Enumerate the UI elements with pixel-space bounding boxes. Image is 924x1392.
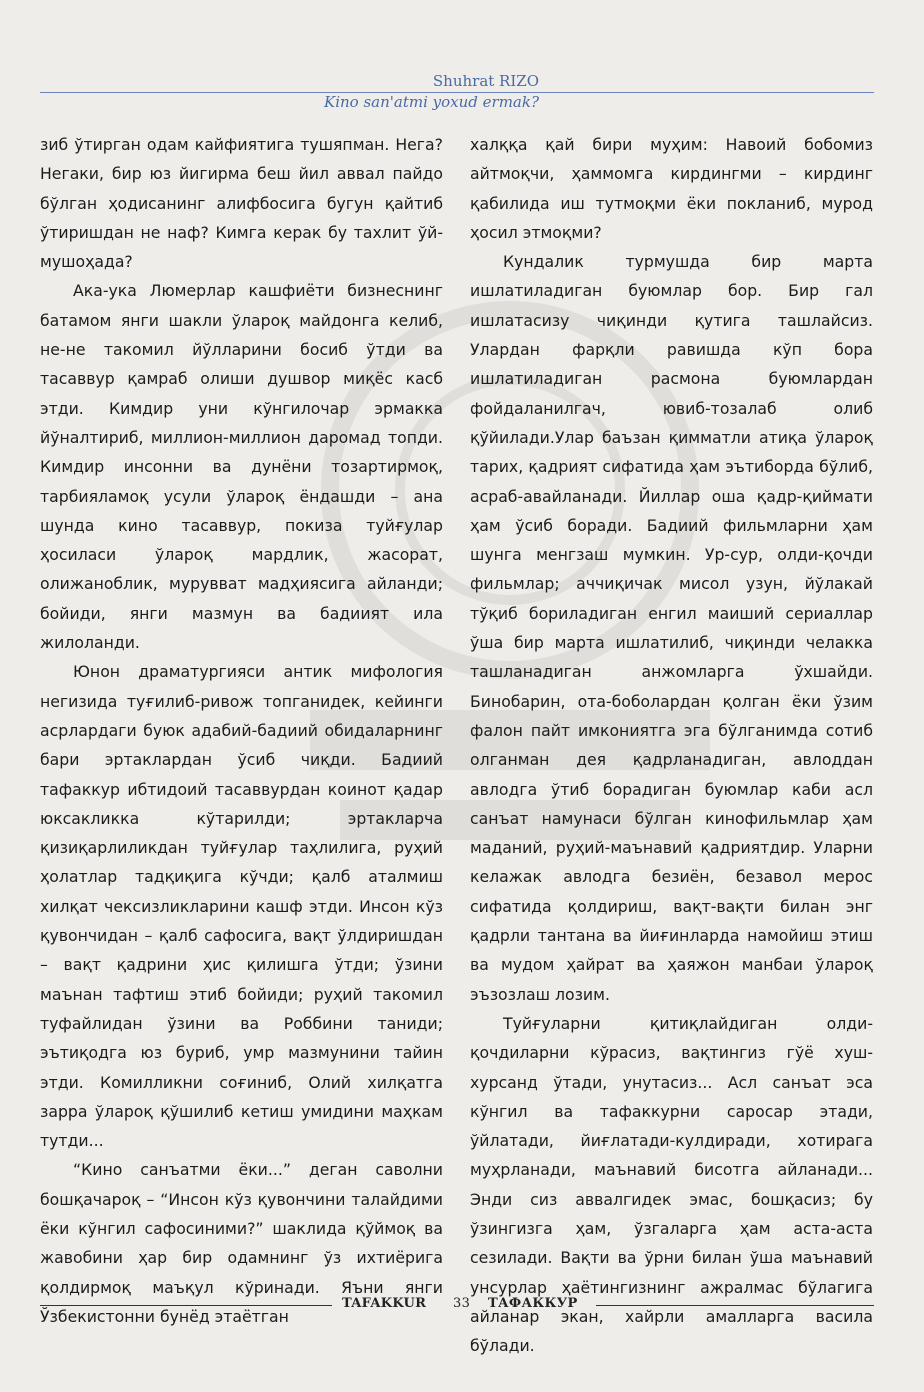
header-article-title: Kino san'atmi yoxud ermak?: [324, 93, 539, 111]
page-number: 33: [453, 1296, 471, 1311]
paragraph: Туйғуларни қитиқлайдиган олди-қочдиларни кўрасиз, вақтингиз гўё хуш-хурсанд ўтади, унутасиз... Асл санъат эса кўнгил ва тафаккурни саросар этади, ўйлатади, йиғлатади-кулдиради, хотирага муҳрланади, маънавий бисотга айланади... Энди сиз аввалгидек эмас, бошқасиз; бу ўзингизга ҳам, ўзгаларга ҳам аста-аста сезилади. Вақти ва ўрни билан ўша маънавий унсурлар ҳаётингизнинг ажралмас бўлагига айланар экан, хайрли амалларга васила бўлади.: [470, 1013, 873, 1356]
right-text-column: [470, 130, 873, 1360]
footer-journal-latin: TAFAKKUR: [342, 1296, 427, 1311]
paragraph: Юнон драматургияси антик мифология негизида туғилиб-ривож топганидек, кейинги асрлардаги буюк адабий-бадиий обидаларнинг бари эртаклардан ўсиб чиқди. Бадиий тафаккур ибтидоий тасаввурдан коинот қадар юксакликка кўтарилди; эртакларча қизиқарлиликдан туйғулар таҳлилига, руҳий ҳолатлар тадқиқига кўчди; қалб аталмиш хилқат чексизликларини кашф этди. Инсон кўз қувончидан – қалб сафосига, вақт ўлдиришдан – вақт қадрини ҳис қилишга ўтди; ўзини маънан тафтиш этиб бойиди; руҳий такомил туфайлидан ўзини ва Роббини таниди; эътиқодга юз буриб, умр мазмунини тайин этди. Комилликни соғиниб, Олий хилқатга зарра ўлароқ қўшилиб кетиш умидини маҳкам тутди...: [40, 662, 443, 1151]
footer-rule-right: [596, 1305, 874, 1306]
left-text-column: [40, 130, 443, 1331]
header-author: Shuhrat RIZO: [432, 72, 539, 90]
footer-journal-cyrillic: ТАФАККУР: [488, 1296, 578, 1311]
paragraph: “Кино санъатми ёки...” деган саволни бошқачароқ – “Инсон кўз қувончини талайдими ёки кўнгил сафосиними?” шаклида қўймоқ ва жавобини ҳар бир одамнинг ўз ихтиёрига қолдирмоқ маъқул кўринади. Яъни янги Ўзбекистонни бунёд этаётган: [40, 1160, 443, 1326]
page-footer: [40, 1293, 874, 1317]
paragraph: Кундалик турмушда бир марта ишлатиладиган буюмлар бор. Бир гал ишлатасизу чиқинди қутига ташлайсиз. Улардан фарқли равишда кўп бора ишлатиладиган расмона буюмлардан фойдаланилгач, ювиб-тозалаб олиб қўйилади.Улар баъзан қимматли атиқа ўлароқ тарих, қадрият сифатида ҳам эътиборда бўлиб, асраб-авайланади. Йиллар оша қадр-қиймати ҳам ўсиб боради. Бадиий фильмларни ҳам шунга менгзаш мумкин. Ур-сур, олди-қочди фильмлар; аччиқичак мисол узун, йўлакай тўқиб бориладиган енгил маиший сериаллар ўша бир марта ишлатилиб, чиқинди челакка ташланадиган анжомларга ўхшайди. Бинобарин, ота-боболардан қолган ёки ўзим фалон пайт имкониятга эга бўлганимда сотиб олганман дея қадрланадиган, авлоддан авлодга ўтиб борадиган буюмлар каби асл санъат намунаси бўлган кинофильмлар ҳам маданий, руҳий-маънавий қадриятдир. Уларни келажак авлодга безиён, безавол мерос сифатида қолдириш, вақт-вақти билан энг қадрли тантана ва йиғинларда намойиш этиш ва мудом ҳайрат ва ҳаяжон манбаи ўлароқ эъзозлаш лозим.: [470, 252, 873, 1004]
paragraph: халққа қай бири муҳим: Навоий бобомиз айтмоқчи, ҳаммомга кирдингми – кирдинг қабилида иш тутмоқми ёки покланиб, мурод ҳосил этмоқми?: [470, 135, 873, 242]
paragraph: Ака-ука Люмерлар кашфиёти бизнеснинг батамом янги шакли ўлароқ майдонга келиб, не-не такомил йўлларини босиб ўтди ва тасаввур қамраб олиши душвор миқёс касб этди. Кимдир уни кўнгилочар эрмакка йўналтириб, миллион-миллион даромад топди. Кимдир инсонни ва дунёни тозартирмоқ, тарбияламоқ усули ўлароқ ёндашди – ана шунда кино тасаввур, покиза туйғулар ҳосиласи ўлароқ мардлик, жасорат, олижаноблик, мурувват мадҳиясига айланди; бойиди, янги мазмун ва бадиият ила жилоланди.: [40, 281, 443, 653]
footer-rule-left: [40, 1305, 332, 1306]
paragraph: зиб ўтирган одам кайфиятига тушяпман. Нега? Негаки, бир юз йигирма беш йил аввал пайдо бўлган ҳодисанинг алифбосига бугун қайтиб ўтиришдан не наф? Кимга керак бу тахлит ўй-мушоҳада?: [40, 135, 443, 272]
